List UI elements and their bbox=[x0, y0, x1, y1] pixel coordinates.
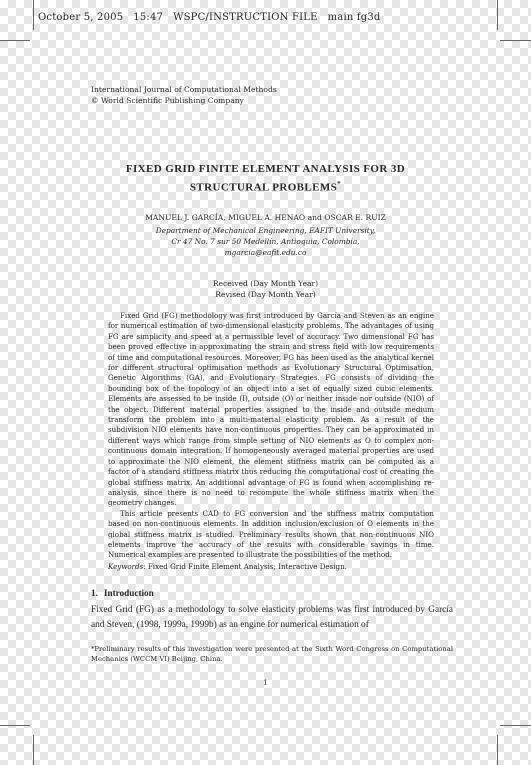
revised-date: Revised (Day Month Year) bbox=[215, 290, 316, 299]
title-line-1: FIXED GRID FINITE ELEMENT ANALYSIS FOR 3D bbox=[125, 163, 406, 175]
title-footnote-mark: * bbox=[337, 180, 342, 188]
journal-info bbox=[91, 84, 277, 106]
crop-mark-bl-h bbox=[0, 725, 30, 726]
abstract-paragraph-1: Fixed Grid (FG) methodology was first introduced by García and Steven as an engine for numerical estimation of two-dimensional elasticity problems. The advantages of using FG are simplicity and speed at a permissible level of accuracy. Two dimensional FG has been proved effective in approximating the strain and stress field with low requirements of time and computational resources. Moreover, FG has been used as the analytical kernel for different structural optimisation methods as Evolutionary Structural Optimisation, Genetic Algorithms (GA), and Evolutionary Strategies. FG consists of dividing the bounding box of the topology of an object into a set of equally sized cubic elements. Elements are assessed to be inside (I), outside (O) or neither inside nor outside (NIO) of the object. Different material properties assigned to the inside and outside medium transform the problem into a multi-material elasticity problem. As a result of the subdivision NIO elements have non-continuous properties. They can be approximated in different ways which range from simple setting of NIO elements as O to complex non-continuous domain integration. If homogeneously averaged material properties are used to approximate the NIO element, the element stiffness matrix can be computed as a factor of a standard stiffness matrix thus reducing the computational cost of creating the global stiffness matrix. An additional advantage of FG is found when accomplishing re-analysis, since there is no need to recompute the whole stiffness matrix when the geometry changes. bbox=[108, 311, 434, 508]
running-head-file: main fg3d bbox=[327, 12, 381, 23]
crop-mark-tr-v bbox=[497, 0, 498, 30]
page-number: 1 bbox=[263, 678, 268, 687]
running-head-label: WSPC/INSTRUCTION FILE bbox=[173, 12, 318, 23]
paper-title bbox=[60, 162, 471, 196]
running-head-time: 15:47 bbox=[133, 12, 164, 23]
section-heading bbox=[91, 588, 154, 598]
body-text: Fixed Grid (FG) as a methodology to solve elasticity problems was first introduced by García and Steven, (1998, 1999a, 1999b) as an engine for numerical estimation of bbox=[91, 605, 453, 630]
title-line-2 bbox=[60, 177, 471, 196]
section-number: 1. bbox=[91, 588, 98, 598]
keywords-text: : Fixed Grid Finite Element Analysis; Interactive Design. bbox=[143, 562, 347, 571]
journal-publisher: © World Scientific Publishing Company bbox=[91, 96, 244, 105]
crop-mark-br-v bbox=[497, 735, 498, 765]
affiliation-line-2: Cr 47 No. 7 sur 50 Medellín, Antioquia, Colombia, bbox=[171, 237, 360, 246]
running-head-date: October 5, 2005 bbox=[38, 12, 124, 23]
authors: MANUEL J. GARCÍA, MIGUEL A. HENAO and OSCAR E. RUIZ bbox=[145, 213, 386, 222]
crop-mark-tr-h bbox=[500, 40, 531, 41]
affiliation-line-1: Department of Mechanical Engineering, EAFIT University, bbox=[155, 226, 376, 235]
keywords bbox=[108, 562, 434, 571]
journal-name: International Journal of Computational Methods bbox=[91, 85, 277, 94]
keywords-label: Keywords bbox=[108, 562, 144, 571]
abstract bbox=[108, 311, 434, 561]
crop-mark-br-h bbox=[500, 725, 531, 726]
affiliation-email: mgarcia@eafit.edu.co bbox=[224, 248, 307, 257]
section-title: Introduction bbox=[103, 588, 154, 598]
footnote: *Preliminary results of this investigation were presented at the Sixth Word Congress on Computational Mechanics (WCCM VI) Beijing, China. bbox=[91, 645, 453, 663]
affiliation bbox=[60, 225, 471, 258]
dates bbox=[60, 278, 471, 300]
crop-mark-tl-h bbox=[0, 40, 30, 41]
received-date: Received (Day Month Year) bbox=[212, 279, 319, 288]
title-line-2-text: STRUCTURAL PROBLEMS bbox=[189, 181, 338, 194]
abstract-paragraph-2: This article presents CAD to FG conversion and the stiffness matrix computation based on non-continuous elements. In addition inclusion/exclusion of O elements in the global stiffness matrix is studied. Preliminary results shown that non-continuous NIO elements improve the accuracy of the results with considerable savings in time. Numerical examples are presented to illustrate the possibilities of the method. bbox=[108, 508, 434, 560]
crop-mark-bl-v bbox=[33, 735, 34, 765]
crop-mark-tl-v bbox=[33, 0, 34, 30]
running-head bbox=[38, 12, 391, 23]
